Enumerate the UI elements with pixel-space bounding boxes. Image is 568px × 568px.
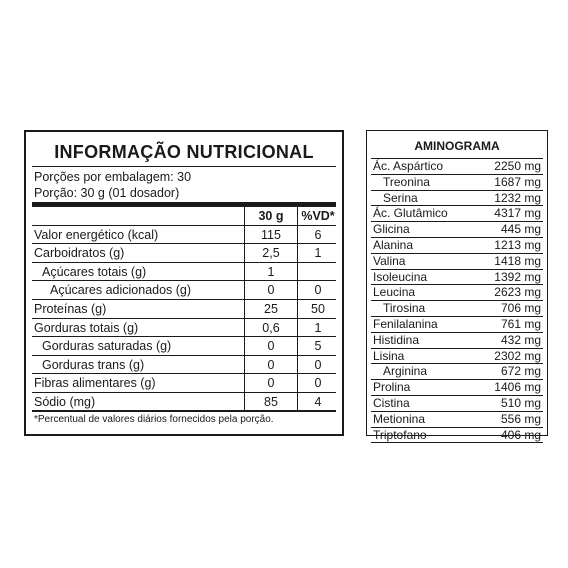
amino-value: 1392 mg	[494, 269, 541, 284]
amino-name: Isoleucina	[373, 269, 428, 284]
table-row	[32, 393, 336, 412]
table-row	[32, 356, 336, 375]
nutrient-label: Proteínas (g)	[34, 301, 107, 316]
amino-name: Glicina	[373, 222, 410, 237]
amino-name: Valina	[373, 253, 406, 268]
nutrient-amount: 0	[244, 356, 298, 374]
amino-name: Ác. Glutâmico	[373, 206, 448, 221]
table-row	[371, 428, 543, 444]
nutrient-amount: 1	[244, 263, 298, 281]
amino-name: Histidina	[373, 332, 420, 347]
amino-value: 445 mg	[500, 222, 541, 237]
amino-value: 2250 mg	[494, 159, 541, 173]
table-row	[32, 319, 336, 338]
table-row	[371, 254, 543, 270]
amino-value: 1232 mg	[494, 190, 541, 205]
nutrient-amount: 0,6	[244, 319, 298, 337]
nutrient-daily-value: 0	[314, 283, 322, 298]
aminogram-title: AMINOGRAMA	[414, 139, 500, 153]
nutrient-amount: 25	[244, 300, 298, 318]
nutrient-label: Sódio (mg)	[34, 394, 96, 409]
table-row	[371, 238, 543, 254]
aminogram-table	[371, 158, 543, 443]
nutrient-daily-value: 1	[314, 320, 322, 335]
nutrient-amount: 0	[244, 374, 298, 392]
table-row	[32, 281, 336, 300]
amino-name: Lisina	[373, 348, 405, 363]
amino-value: 1213 mg	[494, 237, 541, 252]
aminogram-panel	[366, 130, 548, 442]
amino-name: Alanina	[373, 237, 414, 252]
table-row	[32, 300, 336, 319]
amino-name: Triptofano	[373, 427, 427, 442]
servings-per-package: Porções por embalagem: 30	[34, 170, 192, 184]
table-row	[371, 301, 543, 317]
nutrient-daily-value: 50	[311, 301, 325, 316]
amino-name: Metionina	[373, 411, 426, 426]
table-row	[371, 191, 543, 207]
table-row	[371, 285, 543, 301]
amino-name: Treonina	[383, 174, 430, 189]
table-row	[32, 244, 336, 263]
amino-value: 1418 mg	[494, 253, 541, 268]
amino-value: 2302 mg	[494, 348, 541, 363]
nutrient-label: Valor energético (kcal)	[34, 227, 159, 242]
nutrient-amount: 0	[244, 281, 298, 299]
table-row	[371, 159, 543, 175]
amino-value: 4317 mg	[494, 206, 541, 221]
amino-name: Tirosina	[383, 301, 426, 316]
amino-name: Fenilalanina	[373, 316, 438, 331]
nutrient-amount: 85	[244, 393, 298, 410]
table-row	[32, 226, 336, 245]
table-row	[371, 222, 543, 238]
table-row	[32, 263, 336, 282]
nutrient-label: Açúcares adicionados (g)	[50, 283, 192, 298]
amino-name: Cistina	[373, 395, 410, 410]
nutrient-label: Gorduras saturadas (g)	[42, 339, 172, 354]
amino-name: Arginina	[383, 364, 428, 379]
table-row	[371, 412, 543, 428]
amino-value: 406 mg	[500, 427, 541, 442]
nutrient-daily-value: 0	[314, 376, 322, 391]
nutrition-table-header	[32, 207, 336, 226]
table-row	[371, 380, 543, 396]
header-amount: 30 g	[244, 207, 298, 225]
nutrient-amount: 115	[244, 226, 298, 244]
nutrient-daily-value: 0	[314, 357, 322, 372]
header-daily-value: %VD*	[301, 209, 335, 223]
table-row	[371, 349, 543, 365]
nutrition-title: INFORMAÇÃO NUTRICIONAL	[54, 142, 314, 162]
table-row	[371, 270, 543, 286]
amino-value: 432 mg	[500, 332, 541, 347]
nutrient-daily-value: 1	[314, 246, 322, 261]
amino-value: 1687 mg	[494, 174, 541, 189]
amino-value: 556 mg	[500, 411, 541, 426]
amino-value: 2623 mg	[494, 285, 541, 300]
amino-value: 706 mg	[500, 301, 541, 316]
table-row	[371, 206, 543, 222]
amino-value: 1406 mg	[494, 380, 541, 395]
daily-value-footnote: *Percentual de valores diários fornecidos pela porção.	[34, 414, 274, 425]
nutrition-table	[32, 207, 336, 412]
nutrient-amount: 2,5	[244, 244, 298, 262]
table-row	[371, 317, 543, 333]
amino-name: Prolina	[373, 380, 411, 395]
nutrient-label: Carboidratos (g)	[34, 246, 125, 261]
amino-value: 672 mg	[500, 364, 541, 379]
nutrient-label: Açúcares totais (g)	[42, 264, 147, 279]
amino-name: Ác. Aspártico	[373, 159, 444, 173]
nutrient-label: Gorduras totais (g)	[34, 320, 139, 335]
amino-value: 510 mg	[500, 395, 541, 410]
table-row	[371, 333, 543, 349]
title-divider	[32, 166, 336, 167]
table-row	[371, 364, 543, 380]
table-row	[371, 175, 543, 191]
amino-name: Serina	[383, 190, 418, 205]
nutrient-amount: 0	[244, 337, 298, 355]
amino-name: Leucina	[373, 285, 416, 300]
serving-size: Porção: 30 g (01 dosador)	[34, 186, 180, 200]
table-row	[32, 337, 336, 356]
amino-value: 761 mg	[500, 316, 541, 331]
nutrient-label: Gorduras trans (g)	[42, 357, 145, 372]
nutrient-daily-value: 5	[314, 339, 322, 354]
nutrient-daily-value: 4	[314, 394, 322, 409]
nutrient-label: Fibras alimentares (g)	[34, 376, 156, 391]
table-row	[371, 396, 543, 412]
nutrient-daily-value: 6	[314, 227, 322, 242]
table-row	[32, 374, 336, 393]
nutrition-facts-panel	[24, 130, 344, 436]
